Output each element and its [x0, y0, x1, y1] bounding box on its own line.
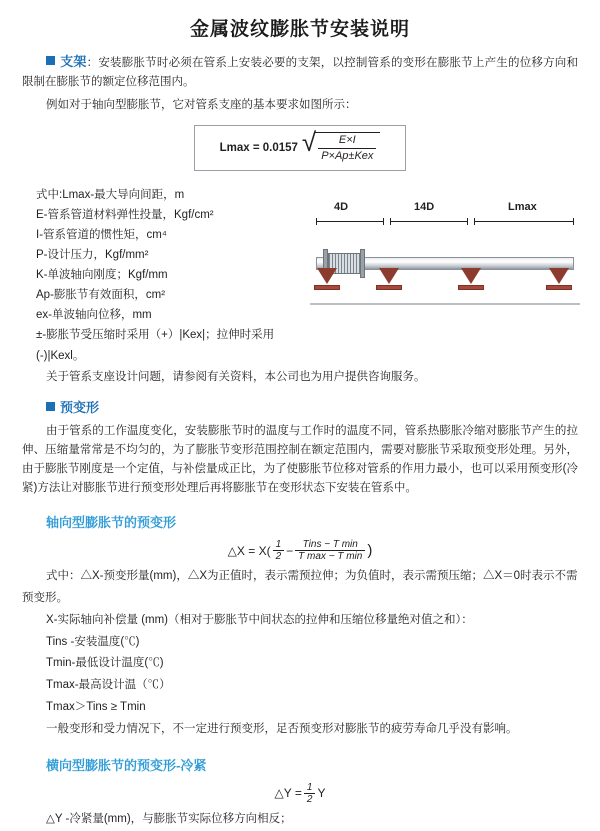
equation-lateral-rhs: Y: [317, 786, 326, 801]
axial-note-line: Tmax-最高设计温（℃）: [46, 679, 171, 692]
axial-note-line: Tins -安装温度(℃): [46, 635, 140, 648]
lateral-predeform-notes: [22, 809, 578, 831]
definition-item: ex-单波轴向位移，mm: [36, 309, 152, 322]
dim-line-4d: [316, 221, 384, 222]
axial-predeform-notes: [22, 566, 578, 741]
equation-axial-temp-fraction: [295, 539, 365, 562]
figure-column: [306, 179, 580, 311]
equation-lateral-lhs: △Y =: [274, 786, 302, 801]
page-title: 金属波纹膨胀节安装说明: [189, 19, 410, 40]
section-bracket-intro: 支架：安装膨胀节时必须在管系上安装必要的支架，以控制管系的变形在膨胀节上产生的位移方向和限制在膨胀节的额定位移范围内。: [22, 54, 579, 88]
dim-label-lmax: Lmax: [508, 200, 537, 213]
equation-axial-inline: [228, 539, 373, 562]
definition-item: I-管系管道的惯性矩，cm⁴: [36, 228, 167, 241]
ground-line: [310, 303, 580, 305]
section-predeform-para1: 由于管系的工作温度变化，安装膨胀节时的温度与工作时的温度不同，管系热膨胀冷缩对膨胀节产生的拉伸、压缩量常常是不均匀的，为了膨胀节变形范围控制在额定范围内，需要对膨胀节采取预变形处理。另外，由于膨胀节刚度是一个定值，与补偿量成正比，为了使膨胀节位移对管系的作用力最小，也可以采用预变形(冷紧)方法让对膨胀节进行预变形处理后再将膨胀节在变形状态下安装在管系中。: [22, 425, 578, 495]
equation-lateral-predeform: [22, 782, 578, 805]
dimension-labels: [310, 201, 580, 217]
axial-note-line: 一般变形和受力情况下，不一定进行预变形，足否预变形对膨胀节的疲劳寿命几乎没有影响。: [46, 722, 518, 735]
equation-axial-lhs: △X = X(: [227, 543, 271, 558]
formula-lmax: [194, 125, 406, 171]
definition-item: P-设计压力，Kgf/mm²: [36, 248, 149, 261]
lateral-note-line: △Y -冷紧量(mm)，与膨胀节实际位移方向相反；: [46, 812, 292, 825]
blue-square-bullet-icon: [46, 402, 55, 411]
equation-axial-half: [273, 539, 285, 562]
flange-right: [360, 249, 365, 278]
section-predeform-label: 预变形: [60, 399, 100, 415]
formula-lmax-radical: [301, 126, 381, 164]
dim-label-14d: 14D: [414, 200, 435, 213]
pipe-support-diagram: [310, 201, 580, 311]
support-cone-icon: [379, 268, 399, 284]
equation-axial-half-num: 1: [273, 539, 285, 551]
support-base: [314, 285, 340, 290]
support-cone-icon: [317, 268, 337, 284]
equation-lateral-half-num: 1: [304, 782, 316, 794]
axial-note-line: X-实际轴向补偿量 (mm)（相对于膨胀节中间状态的拉伸和压缩位移量绝对值之和）：: [46, 613, 473, 626]
equation-axial-minus: −: [286, 543, 294, 558]
equation-axial-temp-num: Tins − T min: [295, 539, 365, 551]
equation-axial-predeform: [22, 539, 578, 562]
axial-note-line: Tmax＞Tins ≥ Tmin: [46, 701, 146, 714]
subsection-axial-predeform-heading: 轴向型膨胀节的预变形: [46, 515, 177, 530]
section-predeform-heading: [22, 397, 578, 418]
equation-lateral-half-den: 2: [306, 793, 313, 805]
subsection-lateral-predeform-heading: 横向型膨胀节的预变形-冷紧: [46, 757, 207, 773]
formula-lmax-numerator: E×I: [318, 133, 376, 149]
dim-line-lmax: [474, 221, 574, 222]
support-base: [376, 285, 402, 290]
definition-item: Ap-膨胀节有效面积，cm²: [36, 289, 166, 302]
axial-note-line: Tmin-最低设计温度(℃): [46, 657, 164, 670]
pipe-assembly: [310, 235, 580, 305]
section-bracket-para2: 例如对于轴向型膨胀节，它对管系支座的基本要求如图所示：: [46, 98, 357, 111]
equation-axial-temp-den: T max − T min: [298, 551, 363, 562]
formula-lmax-fraction: [314, 132, 380, 164]
radical-sign-icon: √: [301, 126, 317, 157]
pipe-support: [458, 268, 484, 290]
axial-note-line: 式中：△X-预变形量(mm)，△X为正值时，表示需预拉伸；为负值时，表示需预压缩；△X＝0时表示不需预变形。: [22, 570, 578, 604]
support-base: [546, 285, 572, 290]
document-page: [0, 14, 600, 825]
consult-note: 关于管系支座设计问题，请参阅有关资料，本公司也为用户提供咨询服务。: [46, 370, 426, 383]
support-cone-icon: [461, 268, 481, 284]
dim-line-14d: [390, 221, 468, 222]
pipe-support: [546, 268, 572, 290]
definition-item: ±-膨胀节受压缩时采用（+）|Kex|；拉伸时采用(-)|Kexl。: [36, 329, 275, 362]
definitions-list: [36, 185, 306, 366]
support-base: [458, 285, 484, 290]
equation-lateral-half: [304, 782, 316, 805]
definition-item: E-管系管道材料弹性投量，Kgf/cm²: [36, 208, 214, 221]
pipe-support: [376, 268, 402, 290]
formula-lmax-lhs: Lmax = 0.0157: [219, 141, 298, 154]
section-bracket-para1: 安装膨胀节时必须在管系上安装必要的支架，以控制管系的变形在膨胀节上产生的位移方向和限制在膨胀节的额定位移范围内。: [22, 57, 579, 88]
equation-lateral-inline: [275, 782, 326, 805]
blue-square-bullet-icon: [46, 56, 55, 65]
equation-axial-half-den: 2: [275, 551, 282, 562]
section-bracket-label: 支架: [60, 54, 87, 69]
definition-item: K-单波轴向刚度；Kgf/mm: [36, 269, 168, 282]
formula-lmax-denominator: P×Ap±Kex: [321, 149, 374, 162]
pipe-support: [314, 268, 340, 290]
equation-axial-rhs: ): [367, 542, 373, 559]
support-cone-icon: [549, 268, 569, 284]
definitions-and-figure: [22, 179, 578, 366]
dim-label-4d: 4D: [334, 200, 349, 213]
definition-item: 式中:Lmax-最大导向间距，m: [36, 188, 185, 201]
